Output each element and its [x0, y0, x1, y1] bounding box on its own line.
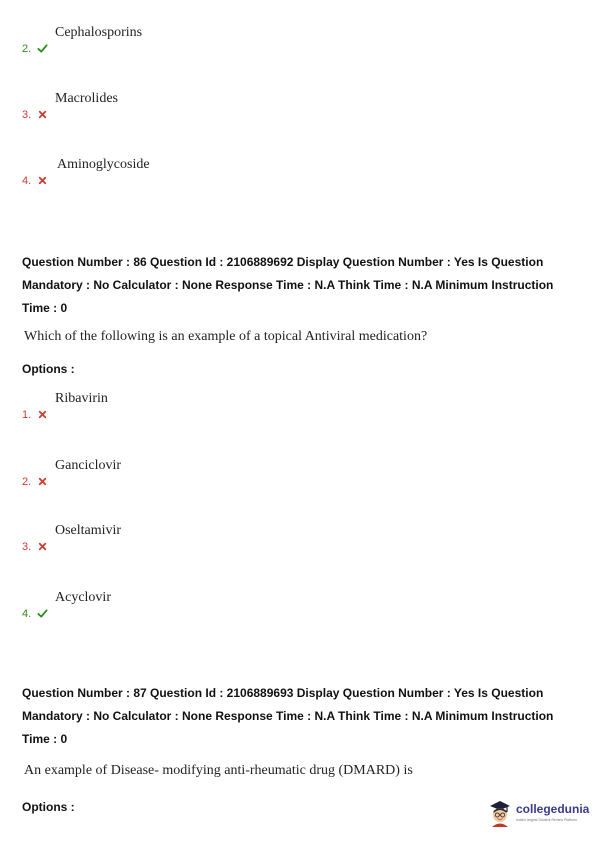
check-icon [37, 608, 48, 619]
collegedunia-logo [488, 797, 590, 831]
cross-icon [37, 541, 48, 552]
option-number: 4. [22, 608, 32, 620]
meta-line: Question Number : 86 Question Id : 2106889692 Display Question Number : Yes Is Question [22, 255, 544, 269]
option-label: Ribavirin [55, 391, 108, 406]
option-label: Ganciclovir [55, 458, 122, 473]
cross-icon [37, 409, 48, 420]
option-label: Cephalosporins [55, 25, 143, 40]
question-87-meta [22, 682, 582, 751]
option-label: Macrolides [55, 91, 118, 106]
option-number: 2. [22, 476, 32, 488]
option-label: Oseltamivir [55, 523, 122, 538]
option-row [22, 458, 422, 488]
option-row [22, 157, 422, 187]
option-number: 1. [22, 409, 32, 421]
check-icon [37, 43, 48, 54]
cross-icon [37, 175, 48, 186]
option-number: 2. [22, 43, 32, 55]
meta-line: Time : 0 [22, 732, 68, 746]
option-row [22, 523, 422, 553]
options-label: Options : [22, 362, 75, 376]
question-86-meta [22, 251, 582, 320]
question-86-text: Which of the following is an example of a topical Antiviral medication? [24, 329, 428, 344]
option-row [22, 91, 422, 121]
option-row [22, 25, 422, 55]
option-number: 3. [22, 541, 32, 553]
option-label: Aminoglycoside [57, 157, 150, 172]
meta-line: Time : 0 [22, 301, 68, 315]
logo-brand: collegedunia [516, 802, 590, 816]
logo-tagline: India's largest Student Review Platform [516, 818, 577, 822]
option-row [22, 590, 422, 620]
option-number: 4. [22, 175, 32, 187]
option-label: Acyclovir [55, 590, 111, 605]
option-row [22, 391, 422, 421]
student-avatar-icon [488, 799, 512, 827]
meta-line: Mandatory : No Calculator : None Response Time : N.A Think Time : N.A Minimum Instruction [22, 278, 554, 292]
options-label: Options : [22, 800, 75, 814]
meta-line: Question Number : 87 Question Id : 2106889693 Display Question Number : Yes Is Question [22, 686, 544, 700]
cross-icon [37, 476, 48, 487]
meta-line: Mandatory : No Calculator : None Response Time : N.A Think Time : N.A Minimum Instruction [22, 709, 554, 723]
cross-icon [37, 109, 48, 120]
option-number: 3. [22, 109, 32, 121]
question-87-text: An example of Disease- modifying anti-rheumatic drug (DMARD) is [24, 763, 413, 778]
